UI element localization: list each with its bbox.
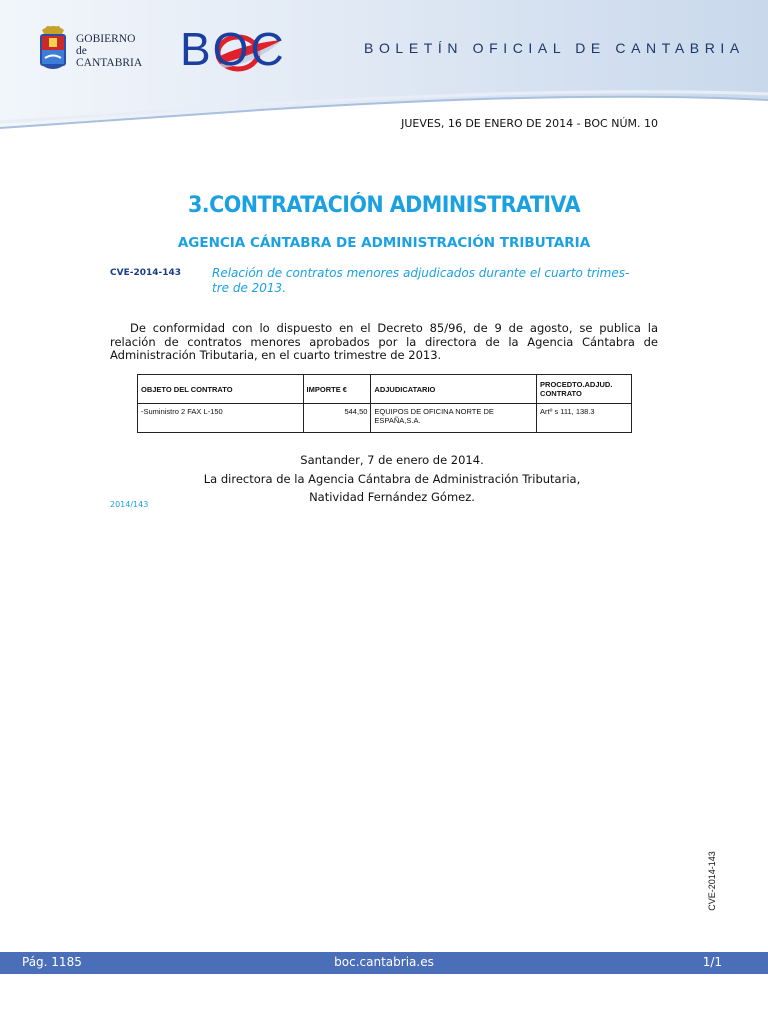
signoff-role: La directora de la Agencia Cántabra de Administración Tributaria, <box>203 471 581 486</box>
announcement-subject <box>212 266 672 296</box>
subject-line-1: Relación de contratos menores adjudicados durante el cuarto trimes- <box>212 266 630 280</box>
table-row <box>138 404 632 433</box>
column-header-procedure: PROCEDTO.ADJUD. CONTRATO <box>537 375 632 404</box>
coat-of-arms-icon <box>36 24 70 72</box>
page-footer <box>0 952 768 974</box>
cell-amount: 544,50 <box>303 404 371 433</box>
signoff-name: Natividad Fernández Gómez. <box>309 490 475 504</box>
section-title: 3.CONTRATACIÓN ADMINISTRATIVA <box>187 193 581 218</box>
column-header-amount: IMPORTE € <box>303 375 371 404</box>
agency-name: AGENCIA CÁNTABRA DE ADMINISTRACIÓN TRIBUTARIA <box>177 235 591 251</box>
contracts-table <box>137 374 632 433</box>
gov-line-1: GOBIERNO <box>76 33 136 45</box>
cell-procedure: Artº s 111, 138.3 <box>537 404 632 433</box>
gov-line-3: CANTABRIA <box>76 57 143 69</box>
cell-awardee: EQUIPOS DE OFICINA NORTE DE ESPAÑA,S.A. <box>371 404 537 433</box>
government-name <box>76 33 142 69</box>
side-cve-code: CVE-2014-143 <box>707 851 717 911</box>
page-count: 1/1 <box>702 955 722 969</box>
column-header-awardee: ADJUDICATARIO <box>371 375 537 404</box>
reference-code: 2014/143 <box>110 500 149 509</box>
issue-date-line: JUEVES, 16 DE ENERO DE 2014 - BOC NÚM. 10 <box>401 117 658 130</box>
column-header-object: OBJETO DEL CONTRATO <box>138 375 304 404</box>
bulletin-title: BOLETÍN OFICIAL DE CANTABRIA <box>364 40 745 56</box>
page-number: Pág. 1185 <box>22 955 82 969</box>
gov-line-2: de <box>76 45 87 57</box>
boc-logo-text: BOC <box>180 23 286 75</box>
table-header-row <box>138 375 632 404</box>
boc-logo <box>180 23 286 76</box>
signoff-block <box>0 451 768 507</box>
cve-code: CVE-2014-143 <box>110 268 182 278</box>
site-link[interactable]: boc.cantabria.es <box>334 955 434 969</box>
page-header <box>0 0 768 130</box>
subject-line-2: tre de 2013. <box>212 281 287 295</box>
signoff-place-date: Santander, 7 de enero de 2014. <box>300 453 484 467</box>
cell-object: -Suministro 2 FAX L-150 <box>138 404 304 433</box>
body-paragraph: De conformidad con lo dispuesto en el Decreto 85/96, de 9 de agosto, se publica la relación de contratos menores aprobados por la directora de la Agencia Cántabra de Administración Tributaria, en el cuarto trimestre de 2013. <box>110 321 658 362</box>
